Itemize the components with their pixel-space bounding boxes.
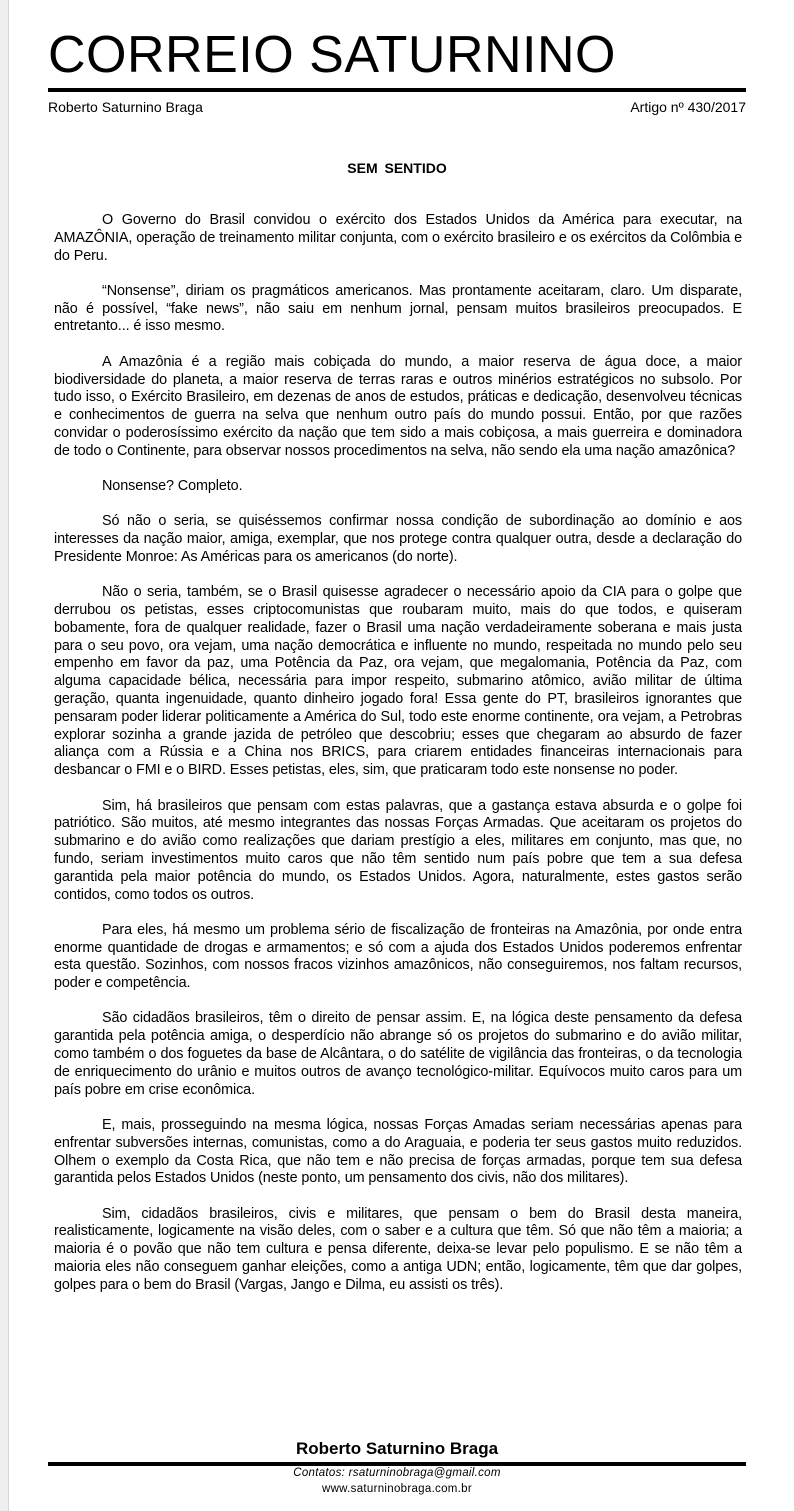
paragraph: E, mais, prosseguindo na mesma lógica, nossas Forças Amadas seriam necessárias apenas para enfrentar subversões internas, comunistas, como a do Araguaia, e poderia ter seus gastos muito reduzidos. Olhem o exemplo da Costa Rica, que não tem e não precisa de forças armadas, porque tem sua defesa garantida pelos Estados Unidos (neste ponto, um pensamento dos civis, não dos militares). xyxy=(54,1116,742,1187)
paragraph: Para eles, há mesmo um problema sério de fiscalização de fronteiras na Amazônia, por onde entra enorme quantidade de drogas e armamentos; e só com a ajuda dos Estados Unidos poderemos enfrentar esta questão. Sozinhos, com nossos fracos vizinhos amazônicos, não conseguiremos, nos faltam recursos, poder e competência. xyxy=(54,921,742,992)
paragraph: São cidadãos brasileiros, têm o direito de pensar assim. E, na lógica deste pensamento da defesa garantida pela potência amiga, o desperdício não abrange só os projetos do submarino e do avião militar, como também o dos foguetes da base de Alcântara, o do satélite de vigilância das fronteiras, o da tecnologia de enriquecimento do urânio e muitos outros de avanço tecnológico-militar. Equívocos muito caros para um país pobre em crise econômica. xyxy=(54,1010,742,1098)
header-rule xyxy=(48,88,746,92)
contact-email[interactable]: Contatos: rsaturninobraga@gmail.com xyxy=(293,1467,501,1479)
masthead-title: CORREIO SATURNINO xyxy=(48,26,617,84)
page-left-edge xyxy=(0,0,9,1511)
paragraph: O Governo do Brasil convidou o exército dos Estados Unidos da América para executar, na AMAZÔNIA, operação de treinamento militar conjunta, com o exército brasileiro e os exércitos da Colômbia e do Peru. xyxy=(54,212,742,264)
paragraph: “Nonsense”, diriam os pragmáticos americanos. Mas prontamente aceitaram, claro. Um disparate, não é possível, “fake news”, não saiu em nenhum jornal, pensam muitos brasileiros preocupados. E entretanto... é isso mesmo. xyxy=(54,282,742,335)
paragraph: Sim, há brasileiros que pensam com estas palavras, que a gastança estava absurda e o golpe foi patriótico. São muitos, até mesmo integrantes das nossas Forças Armadas. Que aceitaram os projetos do submarino e do avião como realizações que dariam prestígio a eles, militares em conjunto, mas que, no fundo, seriam investimentos muito caros que não têm sentido num país pobre que tem a sua defesa garantida pela maior potência do mundo, os Estados Unidos. Agora, naturalmente, estes gastos serão contidos, como todos os outros. xyxy=(54,797,742,903)
paragraph: A Amazônia é a região mais cobiçada do mundo, a maior reserva de água doce, a maior biodiversidade do planeta, a maior reserva de terras raras e outros minérios estratégicos no subsolo. Por tudo isso, o Exército Brasileiro, em dezenas de anos de estudos, práticas e dedicação, desenvolveu técnicas e conhecimentos de guerra na selva que nenhum outro país do mundo possui. Então, por que razões convidar o poderosíssimo exército da nação que tem sido a mais cobiçosa, a mais guerreira e dominadora de todo o Continente, para observar nossos procedimentos na selva, não sendo ela uma nação amazônica? xyxy=(54,353,742,459)
paragraph: Não o seria, também, se o Brasil quisesse agradecer o necessário apoio da CIA para o golpe que derrubou os petistas, esses criptocomunistas que roubaram muito, mais do que todos, e quiseram bobamente, fora de qualquer realidade, fazer o Brasil uma nação verdadeiramente soberana e mais justa para o seu povo, ora vejam, uma nação democrática e influente no mundo, respeitada no mundo pelo seu empenho em favor da paz, uma Potência da Paz, ora vejam, que megalomania, Potência da Paz, com alguma capacidade bélica, necessária para impor respeito, submarino atômico, avião militar de última geração, quanta ingenuidade, quanto dinheiro jogado fora! Essa gente do PT, brasileiros ignorantes que pensaram poder liderar politicamente a América do Sul, todo este enorme continente, ora vejam, a Petrobras explorar sozinha a grande jazida de petróleo que descobriu; esses que chegaram ao absurdo de fazer aliança com a Rússia e a China nos BRICS, para criarem entidades financeiras internacionais para desbancar o FMI e o BIRD. Esses petistas, eles, sim, que praticaram todo este nonsense no poder. xyxy=(54,584,742,779)
byline-row xyxy=(48,97,746,117)
paragraph: Sim, cidadãos brasileiros, civis e militares, que pensam o bem do Brasil desta maneira, realisticamente, logicamente na visão deles, com o saber e a cultura que têm. Só que não têm a maioria; a maioria é o povão que não tem cultura e pensa diferente, deixa-se levar pelo populismo. E se não têm a maioria eles não conseguem ganhar eleições, como a antiga UDN; então, logicamente, têm que dar golpes, golpes para o bem do Brasil (Vargas, Jango e Dilma, eu assisti os três). xyxy=(54,1205,742,1293)
website-link[interactable]: www.saturninobraga.com.br xyxy=(321,1483,473,1495)
article-body xyxy=(54,212,742,1312)
paragraph: Nonsense? Completo. xyxy=(102,478,243,495)
signature: Roberto Saturnino Braga xyxy=(295,1439,499,1458)
paragraph: Só não o seria, se quiséssemos confirmar nossa condição de subordinação ao domínio e aos interesses da nação maior, amiga, exemplar, que nos protege contra qualquer outra, desde a declaração do Presidente Monroe: As Américas para os americanos (do norte). xyxy=(54,513,742,565)
article-number: Artigo nº 430/2017 xyxy=(630,99,746,115)
byline-author: Roberto Saturnino Braga xyxy=(48,99,203,115)
article-title: SEM SENTIDO xyxy=(347,160,447,176)
